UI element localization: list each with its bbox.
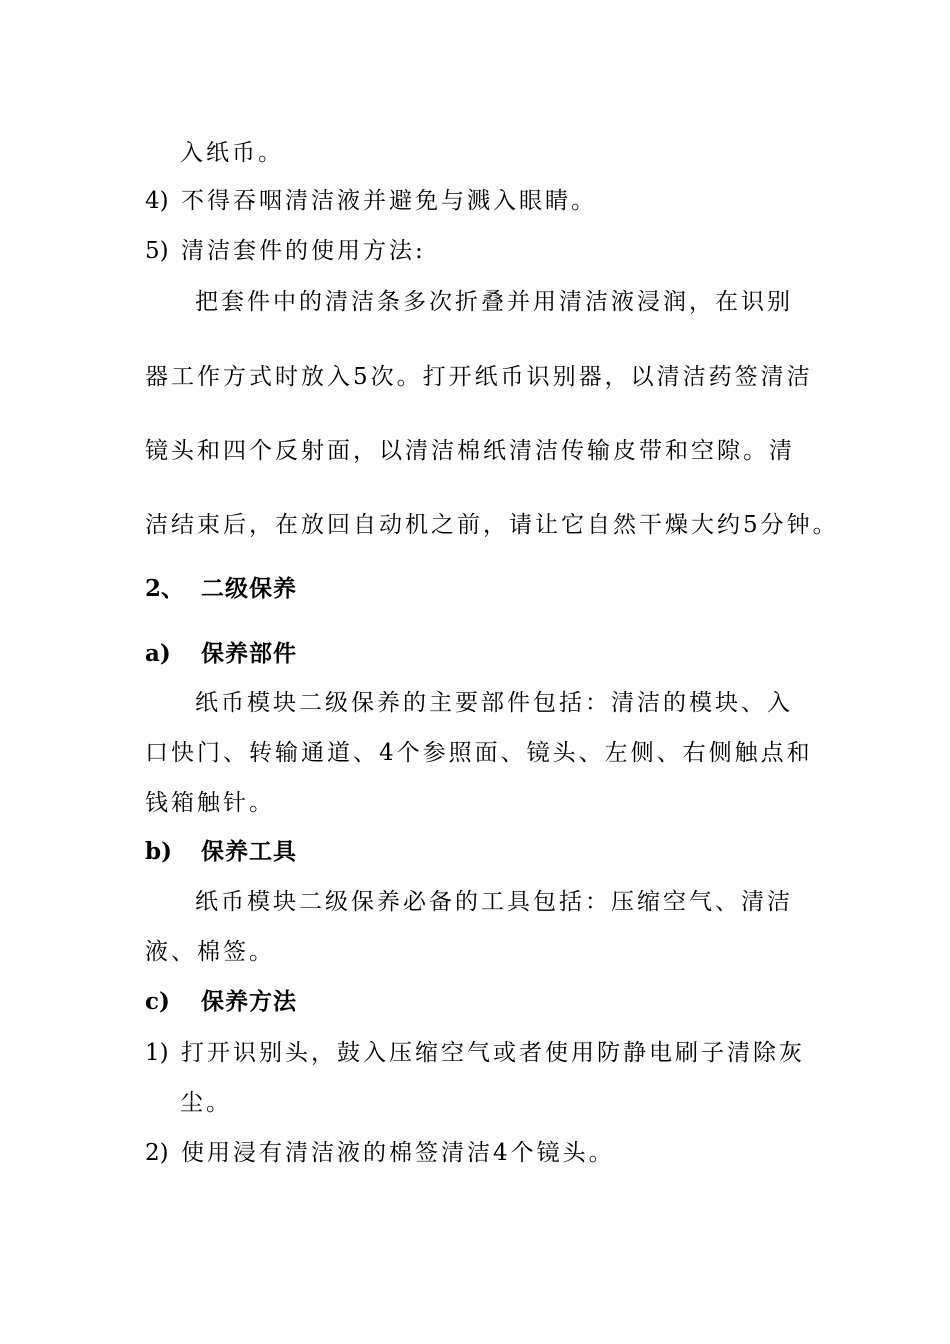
list-text: 使用浸有清洁液的棉签清洁4个镜头。 [181,1140,615,1166]
list-number: 2) [145,1140,169,1166]
paragraph-line: 洁结束后，在放回自动机之前，请让它自然干燥大约5分钟。 [145,512,839,538]
list-number: 4) [145,188,169,214]
paragraph-line: 镜头和四个反射面，以清洁棉纸清洁传输皮带和空隙。清 [145,438,795,464]
heading-text: 保养方法 [201,988,297,1015]
subheading-c [145,987,297,1017]
subheading-b [145,837,297,867]
list-item-2 [145,1138,615,1168]
text: 入纸币。 [180,140,284,166]
heading-number: b) [145,838,172,865]
heading-number: a) [145,640,171,667]
paragraph-line: 纸币模块二级保养必备的工具包括：压缩空气、清洁 [195,889,793,915]
paragraph-line: 器工作方式时放入5次。打开纸币识别器，以清洁药签清洁 [145,364,813,390]
list-text: 打开识别头，鼓入压缩空气或者使用防静电刷子清除灰 [181,1040,805,1066]
list-text: 不得吞咽清洁液并避免与溅入眼睛。 [181,188,597,214]
heading-text: 保养部件 [201,640,297,667]
list-item-1 [145,1038,805,1068]
paragraph-line: 纸币模块二级保养的主要部件包括：清洁的模块、入 [195,690,793,716]
subheading-a [145,639,297,669]
heading-text: 保养工具 [201,838,297,865]
list-continuation-line [180,138,284,168]
list-number: 1) [145,1040,169,1066]
paragraph-line: 钱箱触针。 [145,790,275,816]
list-continuation-line: 尘。 [180,1090,232,1116]
paragraph-line: 液、棉签。 [145,939,275,965]
list-item-5 [145,236,426,266]
heading-number: c) [145,988,170,1015]
heading-number: 2、 [145,575,185,602]
paragraph-line: 把套件中的清洁条多次折叠并用清洁液浸润，在识别 [195,289,793,315]
list-number: 5) [145,238,169,264]
section-heading-2 [145,574,297,604]
list-item-4 [145,186,597,216]
heading-text: 二级保养 [201,575,297,602]
paragraph-line: 口快门、转输通道、4个参照面、镜头、左侧、右侧触点和 [145,740,813,766]
list-text: 清洁套件的使用方法: [181,238,426,264]
